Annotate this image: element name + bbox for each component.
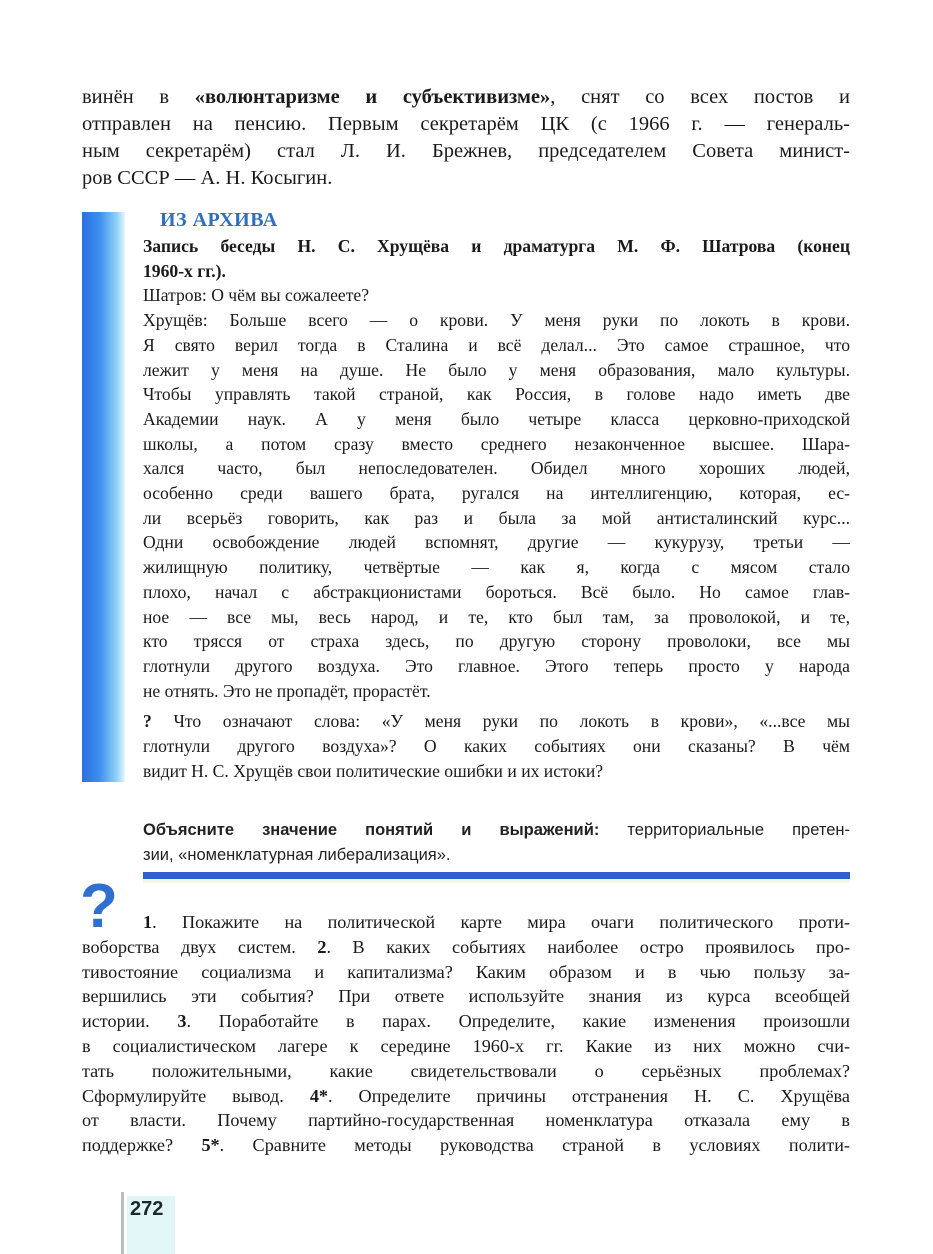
text-span: , снят со всех постов и [550, 86, 850, 108]
text-line [143, 234, 850, 259]
text-span: школы, а потом сразу вместо среднего незаконченное высшее. Шара- [143, 433, 850, 454]
text-span: Чтобы управлять такой страной, как Россия, в голове надо иметь две [143, 384, 850, 405]
bold-text: 2 [317, 936, 327, 957]
text-line [82, 935, 850, 960]
text-line [82, 1084, 850, 1109]
archive-heading: ИЗ АРХИВА [160, 209, 278, 231]
bold-text: 1 [143, 912, 153, 932]
text-span: Я свято верил тогда в Сталина и всё делал... Это самое страшное, что [143, 334, 850, 355]
text-span: плохо, начал с абстракционистами бороться. Всё было. Но самое глав- [143, 581, 850, 602]
text-span: кто трясся от страха здесь, по другую сторону проволоки, все мы [143, 631, 850, 652]
text-span: Одни освобождение людей вспомнят, другие — кукурузу, третьи — [143, 532, 850, 553]
text-line [143, 407, 850, 432]
text-line [82, 138, 850, 165]
text-line [143, 382, 850, 407]
text-span: ров СССР — А. Н. Косыгин. [82, 167, 333, 189]
text-span: глотнули другого воздуха. Это главное. Этого теперь просто у народа [143, 655, 850, 676]
text-line [143, 734, 850, 759]
text-line [82, 1133, 850, 1158]
text-line [143, 555, 850, 580]
archive-accent-bar [82, 212, 125, 782]
archive-excerpt [143, 234, 850, 783]
text-line [143, 283, 850, 308]
text-span: вершились эти события? При ответе используйте знания из курса всеобщей [82, 986, 850, 1007]
bold-text: Запись беседы Н. С. Хрущёва и драматурга М. Ф. Шатрова (конец [143, 236, 850, 256]
text-span: Сформулируйте вывод. [82, 1085, 310, 1106]
text-span: поддержке? [82, 1135, 202, 1156]
text-span: Академии наук. А у меня было четыре класса церковно-приходской [143, 408, 850, 429]
bold-text: 4* [309, 1085, 328, 1106]
text-span: Что означают слова: «У меня руки по локоть в крови», «...все мы [173, 711, 850, 732]
text-span: видит Н. С. Хрущёв свои политические ошибки и их истоки? [143, 760, 604, 781]
text-line [82, 165, 850, 192]
text-line [143, 432, 850, 457]
text-line [82, 84, 850, 111]
text-span: тивостояние социализма и капитализма? Каким образом и в чью пользу за- [82, 961, 850, 982]
text-line [82, 111, 850, 138]
text-line [82, 984, 850, 1009]
text-span: Хрущёв: Больше всего — о крови. У меня руки по локоть в крови. [143, 310, 850, 331]
text-span: ное — все мы, весь народ, и те, кто был там, за проволокой, и те, [143, 606, 850, 627]
text-span: в социалистическом лагере к середине 1960-х гг. Какие из них можно счи- [82, 1035, 850, 1056]
text-span: . В каких событиях наиболее остро проявилось про- [326, 936, 850, 957]
text-line [143, 259, 850, 284]
text-span: особенно среди вашего брата, ругался на интеллигенцию, которая, ес- [143, 483, 850, 504]
concepts-task [143, 818, 850, 868]
text-line [143, 530, 850, 555]
text-line [143, 629, 850, 654]
bold-text: Объясните значение понятий и выражений: [143, 821, 600, 839]
text-line [82, 1034, 850, 1059]
text-span: зии, «номенклатурная либерализация». [143, 846, 451, 864]
text-span: воборства двух систем. [82, 936, 318, 957]
text-line [82, 1009, 850, 1034]
text-line [143, 358, 850, 383]
review-questions [82, 910, 850, 1158]
text-line [143, 709, 850, 734]
text-span: от власти. Почему партийно-государственная номенклатура отказала ему в [82, 1110, 850, 1131]
text-line [82, 1059, 850, 1084]
bold-text: «волюнтаризме и субъективизме» [194, 86, 551, 108]
text-line [143, 308, 850, 333]
text-span: . Сравните методы руководства страной в условиях полити- [219, 1135, 850, 1156]
question-mark-icon: ? [80, 872, 118, 941]
section-divider [143, 872, 850, 883]
text-line [143, 654, 850, 679]
text-span: отправлен на пенсию. Первым секретарём ЦК (с 1966 г. — генераль- [82, 113, 850, 135]
page-number: 272 [130, 1198, 164, 1220]
text-line [143, 818, 850, 843]
text-span: . Покажите на политической карте мира очаги политического проти- [152, 912, 850, 932]
text-line [143, 456, 850, 481]
bold-text: ? [143, 711, 174, 732]
text-line [143, 910, 850, 935]
text-line [143, 759, 850, 784]
text-line [143, 679, 850, 704]
intro-paragraph [82, 84, 850, 192]
text-line [82, 960, 850, 985]
text-line [143, 580, 850, 605]
text-span: тать положительными, какие свидетельствовали о серьёзных проблемах? [82, 1060, 850, 1081]
text-span: лежит у меня на душе. Не было у меня образования, мало культуры. [143, 359, 850, 380]
text-line [143, 481, 850, 506]
text-span: территориальные претен- [599, 821, 850, 839]
bold-text: 1960-х гг.). [143, 260, 226, 281]
text-line [143, 605, 850, 630]
text-span: жилищную политику, четвёртые — как я, когда с мясом стало [143, 557, 850, 578]
text-span: истории. [82, 1011, 178, 1032]
text-span: . Поработайте в парах. Определите, какие изменения произошли [186, 1011, 850, 1032]
text-span: . Определите причины отстранения Н. С. Хрущёва [328, 1085, 850, 1106]
text-line [143, 506, 850, 531]
text-span: не отнять. Это не пропадёт, прорастёт. [143, 680, 431, 701]
text-span: глотнули другого воздуха»? О каких событиях они сказаны? В чём [143, 736, 850, 757]
text-span: Шатров: О чём вы сожалеете? [143, 285, 370, 306]
page-number-divider [121, 1192, 124, 1254]
bold-text: 5* [201, 1135, 220, 1156]
text-line [143, 843, 850, 868]
text-line [82, 1108, 850, 1133]
bold-text: 3 [177, 1011, 187, 1032]
text-span: ным секретарём) стал Л. И. Брежнев, председателем Совета минист- [82, 140, 850, 162]
text-span: ли всерьёз говорить, как раз и была за мой антисталинский курс... [143, 507, 850, 528]
text-span: хался часто, был непоследователен. Обидел много хороших людей, [143, 458, 850, 479]
text-line [143, 333, 850, 358]
text-span: винён в [82, 86, 195, 108]
